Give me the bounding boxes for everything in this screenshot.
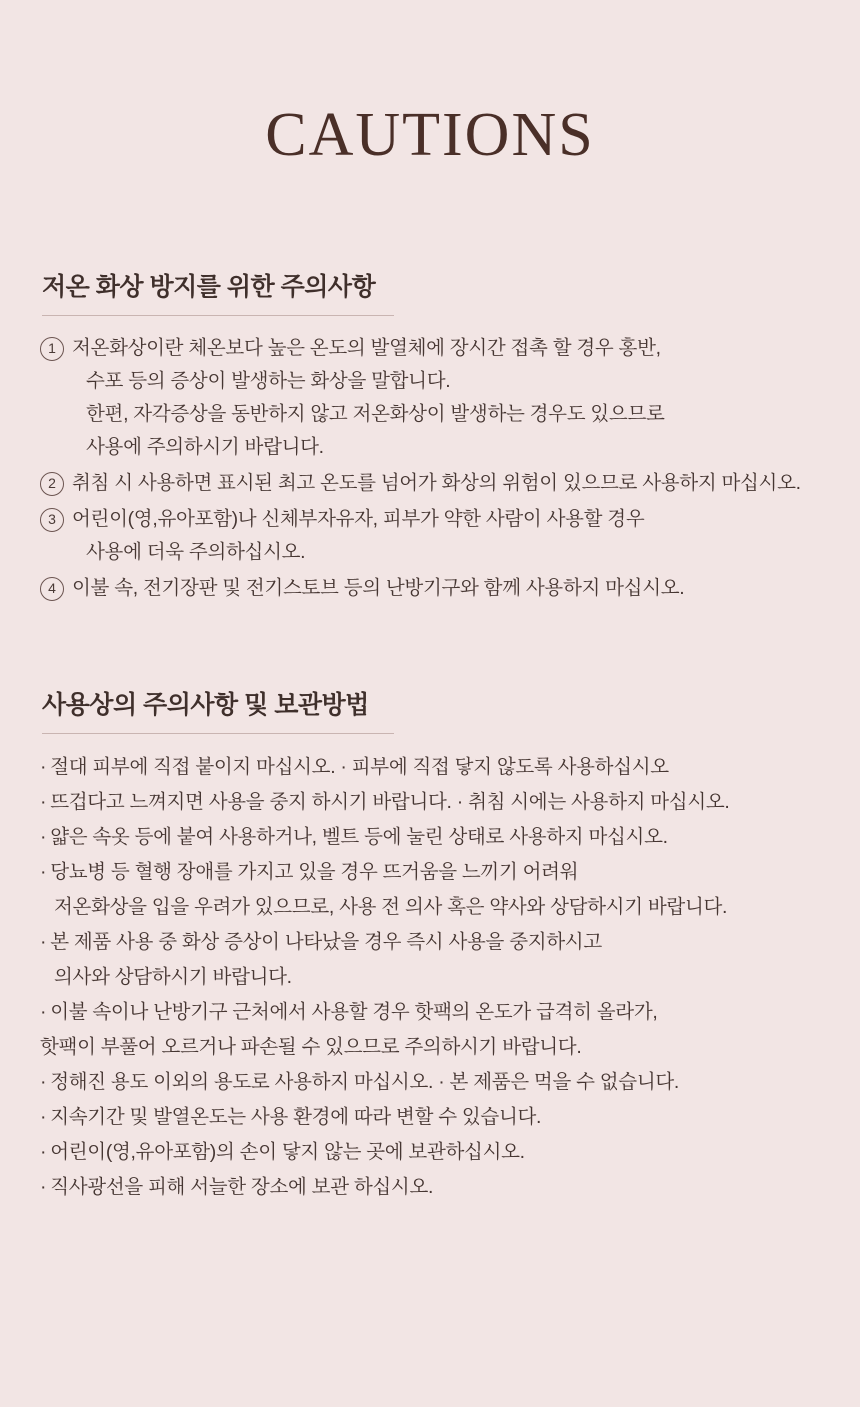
divider [42,315,394,316]
circle-number-icon: 1 [40,337,64,361]
text-line: 핫팩이 부풀어 오르거나 파손될 수 있으므로 주의하시기 바랍니다. [40,1036,582,1058]
bullet-icon: · [40,1001,47,1023]
text-line: 어린이(영,유아포함)나 신체부자유자, 피부가 약한 사람이 사용할 경우 [72,508,645,530]
list-item [40,467,820,500]
list-item [40,1065,820,1100]
text-line: 정해진 용도 이외의 용도로 사용하지 마십시오. · 본 제품은 먹을 수 없습니다. [50,1071,680,1093]
circle-number-icon: 4 [40,577,64,601]
bullet-icon: · [40,791,47,813]
bullet-icon: · [40,826,47,848]
bullet-icon: · [40,1106,47,1128]
text-line: 직사광선을 피해 서늘한 장소에 보관 하십시오. [50,1176,434,1198]
bulleted-list [40,750,820,1205]
list-item [40,572,820,605]
circle-number-icon: 3 [40,508,64,532]
list-item [40,925,820,995]
page-title: CAUTIONS [265,101,595,169]
divider [42,733,394,734]
text-line: 한편, 자각증상을 동반하지 않고 저온화상이 발생하는 경우도 있으므로 [86,403,665,425]
list-item-text [72,467,820,500]
text-line: 당뇨병 등 혈행 장애를 가지고 있을 경우 뜨거움을 느끼기 어려워 [50,861,579,883]
bullet-icon: · [40,1071,47,1093]
section-low-temperature-burn [0,267,860,605]
circle-number-icon: 2 [40,472,64,496]
section-heading: 저온 화상 방지를 위한 주의사항 [42,273,376,301]
text-line: 절대 피부에 직접 붙이지 마십시오. · 피부에 직접 닿지 않도록 사용하십시오 [50,756,669,778]
list-item-text [72,332,820,464]
bullet-icon: · [40,931,47,953]
list-item [40,503,820,569]
list-item [40,1100,820,1135]
list-item [40,750,820,785]
list-item [40,820,820,855]
section-usage-and-storage [0,685,860,1205]
list-item-text [72,572,820,605]
numbered-list [40,332,820,605]
text-line: 의사와 상담하시기 바랍니다. [54,966,292,988]
bullet-icon: · [40,1141,47,1163]
text-line: 이불 속이나 난방기구 근처에서 사용할 경우 핫팩의 온도가 급격히 올라가, [50,1001,658,1023]
text-line: 취침 시 사용하면 표시된 최고 온도를 넘어가 화상의 위험이 있으므로 사용하지 마십시오. [72,472,801,494]
bullet-icon: · [40,1176,47,1198]
list-item [40,995,820,1065]
text-line: 지속기간 및 발열온도는 사용 환경에 따라 변할 수 있습니다. [50,1106,542,1128]
text-line: 이불 속, 전기장판 및 전기스토브 등의 난방기구와 함께 사용하지 마십시오. [72,577,685,599]
text-line: 얇은 속옷 등에 붙여 사용하거나, 벨트 등에 눌린 상태로 사용하지 마십시오. [50,826,668,848]
list-item-text [72,503,820,569]
text-line: 저온화상이란 체온보다 높은 온도의 발열체에 장시간 접촉 할 경우 홍반, [72,337,661,359]
list-item [40,332,820,464]
list-item [40,1170,820,1205]
list-item [40,1135,820,1170]
section-heading: 사용상의 주의사항 및 보관방법 [42,691,369,719]
bullet-icon: · [40,861,47,883]
list-item [40,785,820,820]
bullet-icon: · [40,756,47,778]
text-line: 수포 등의 증상이 발생하는 화상을 말합니다. [86,370,451,392]
text-line: 어린이(영,유아포함)의 손이 닿지 않는 곳에 보관하십시오. [50,1141,525,1163]
text-line: 사용에 더욱 주의하십시오. [86,541,306,563]
text-line: 사용에 주의하시기 바랍니다. [86,436,324,458]
list-item [40,855,820,925]
text-line: 본 제품 사용 중 화상 증상이 나타났을 경우 즉시 사용을 중지하시고 [50,931,602,953]
text-line: 뜨겁다고 느껴지면 사용을 중지 하시기 바랍니다. · 취침 시에는 사용하지 마십시오. [50,791,730,813]
text-line: 저온화상을 입을 우려가 있으므로, 사용 전 의사 혹은 약사와 상담하시기 바랍니다. [54,896,728,918]
